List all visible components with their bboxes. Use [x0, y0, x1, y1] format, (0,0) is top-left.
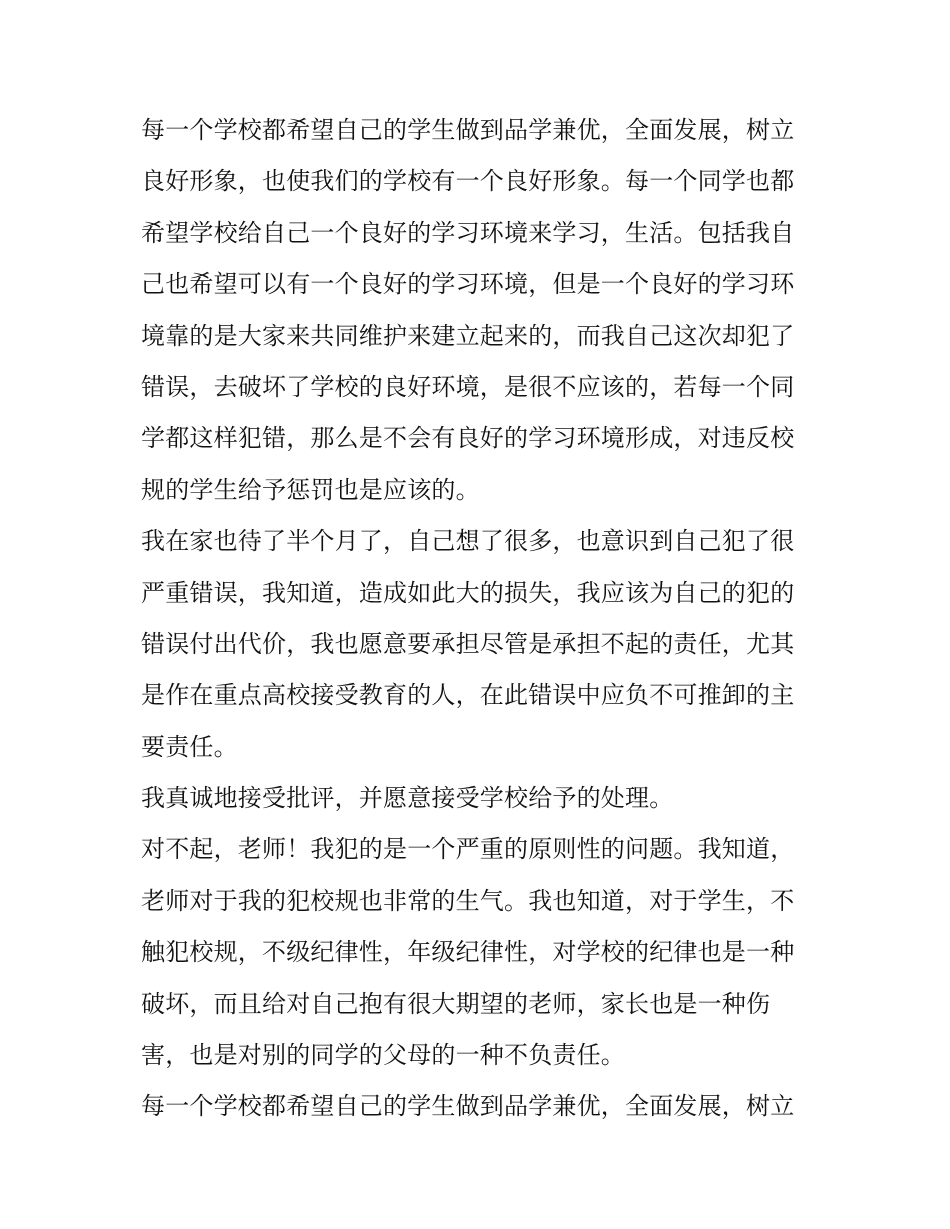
text-line: 触犯校规，不级纪律性，年级纪律性，对学校的纪律也是一种: [141, 938, 795, 967]
text-line: 每一个学校都希望自己的学生做到品学兼优，全面发展，树立: [141, 1092, 795, 1121]
text-line: 害，也是对别的同学的父母的一种不负责任。: [141, 1041, 625, 1070]
text-line: 错误付出代价，我也愿意要承担尽管是承担不起的责任，尤其: [141, 629, 795, 658]
text-line: 希望学校给自己一个良好的学习环境来学习，生活。包括我自: [141, 218, 795, 247]
text-line: 破坏，而且给对自己抱有很大期望的老师，家长也是一种伤: [141, 989, 771, 1018]
text-line: 学都这样犯错，那么是不会有良好的学习环境形成，对违反校: [141, 424, 795, 453]
text-line: 严重错误，我知道，造成如此大的损失，我应该为自己的犯的: [141, 578, 795, 607]
text-line: 我真诚地接受批评，并愿意接受学校给予的处理。: [141, 784, 674, 813]
text-line: 良好形象，也使我们的学校有一个良好形象。每一个同学也都: [141, 167, 795, 196]
text-line: 境靠的是大家来共同维护来建立起来的，而我自己这次却犯了: [141, 321, 795, 350]
text-line: 规的学生给予惩罚也是应该的。: [141, 475, 480, 504]
text-line: 要责任。: [141, 732, 238, 761]
text-line: 是作在重点高校接受教育的人，在此错误中应负不可推卸的主: [141, 681, 795, 710]
text-line: 每一个学校都希望自己的学生做到品学兼优，全面发展，树立: [141, 116, 795, 144]
text-line: 对不起，老师！我犯的是一个严重的原则性的问题。我知道，: [141, 835, 795, 864]
text-line: 老师对于我的犯校规也非常的生气。我也知道，对于学生，不: [141, 886, 795, 915]
text-line: 我在家也待了半个月了，自己想了很多，也意识到自己犯了很: [141, 527, 795, 556]
document-body: [141, 105, 816, 1133]
text-line: 己也希望可以有一个良好的学习环境，但是一个良好的学习环: [141, 270, 795, 299]
text-line: 错误，去破坏了学校的良好环境，是很不应该的，若每一个同: [141, 372, 795, 401]
